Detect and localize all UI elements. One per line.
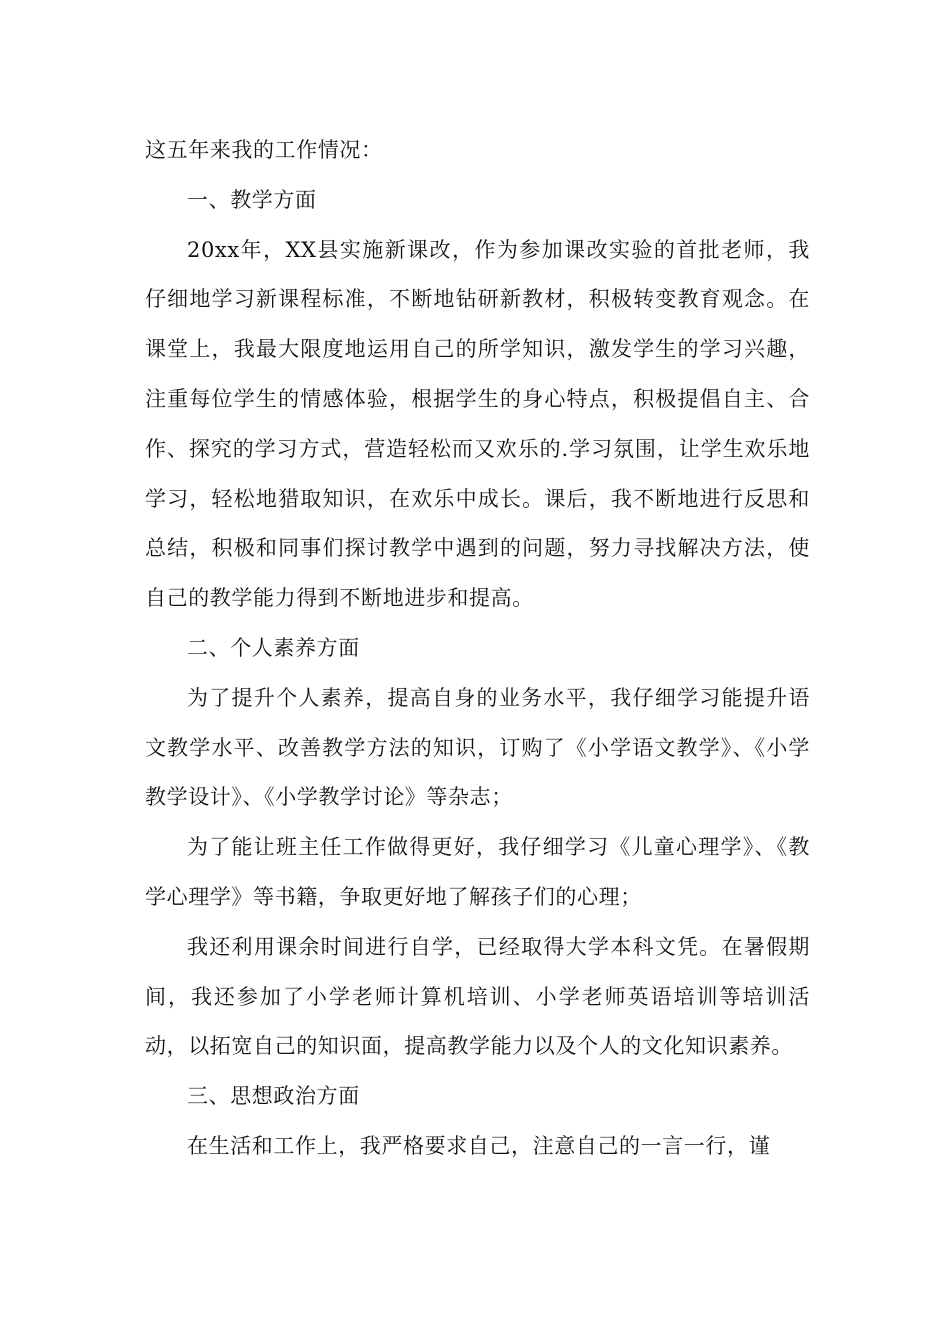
paragraph-teaching: 20xx年，XX县实施新课改，作为参加课改实验的首批老师，我仔细地学习新课程标准，不断地钻研新教材，积极转变教育观念。在课堂上，我最大限度地运用自己的所学知识，激发学生的学习兴趣，注重每位学生的情感体验，根据学生的身心特点，积极提倡自主、合作、探究的学习方式，营造轻松而又欢乐的.学习氛围，让学生欢乐地学习，轻松地猎取知识，在欢乐中成长。课后，我不断地进行反思和总结，积极和同事们探讨教学中遇到的问题，努力寻找解决方法，使自己的教学能力得到不断地进步和提高。: [145, 237, 810, 611]
paragraph-personal-2: 为了能让班主任工作做得更好，我仔细学习《儿童心理学》、《教学心理学》等书籍，争取更好地了解孩子们的心理；: [145, 835, 810, 909]
section-heading-ideology: 三、思想政治方面: [187, 1084, 360, 1109]
paragraph-personal-3: 我还利用课余时间进行自学，已经取得大学本科文凭。在暑假期间，我还参加了小学老师计算机培训、小学老师英语培训等培训活动，以拓宽自己的知识面，提高教学能力以及个人的文化知识素养。: [145, 934, 810, 1059]
paragraph-personal-1: 为了提升个人素养，提高自身的业务水平，我仔细学习能提升语文教学水平、改善教学方法的知识，订购了《小学语文教学》、《小学教学设计》、《小学教学讨论》等杂志；: [145, 685, 810, 810]
section-heading-personal: 二、个人素养方面: [187, 635, 360, 660]
paragraph-ideology: 在生活和工作上，我严格要求自己，注意自己的一言一行，谨: [187, 1133, 771, 1158]
section-heading-teaching: 一、教学方面: [187, 187, 317, 212]
intro-line: 这五年来我的工作情况：: [145, 138, 383, 162]
document-body: [145, 126, 810, 1172]
